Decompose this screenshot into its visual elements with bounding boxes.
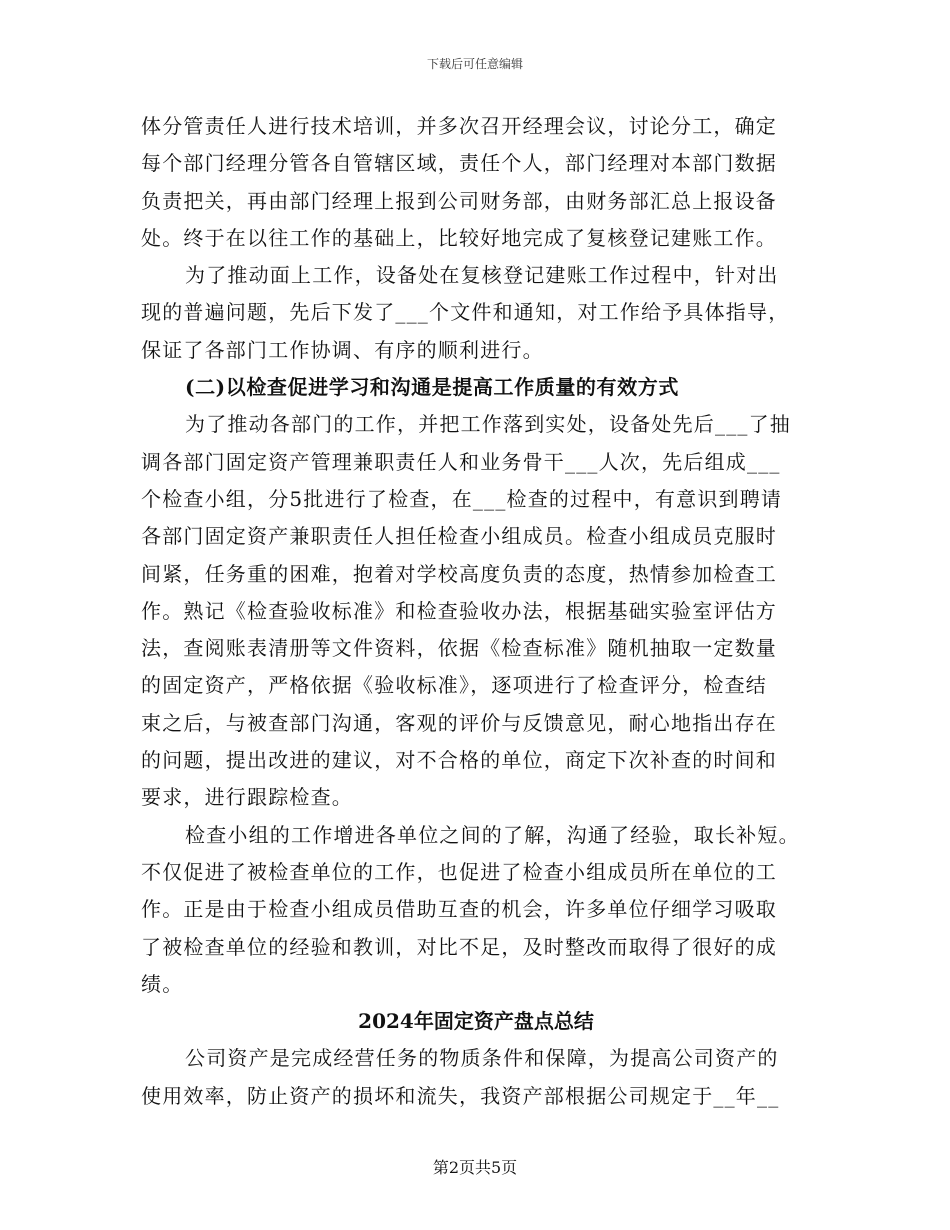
paragraph-line: 为了推动各部门的工作，并把工作落到实处，设备处先后___了抽 xyxy=(185,412,791,437)
paragraph-line: 处。终于在以往工作的基础上，比较好地完成了复核登记建账工作。 xyxy=(141,225,777,250)
paragraph-line: 绩。 xyxy=(141,971,184,996)
paragraph-line: 体分管责任人进行技术培训，并多次召开经理会议，讨论分工，确定 xyxy=(141,114,777,138)
paragraph-line: 不仅促进了被检查单位的工作，也促进了检查小组成员所在单位的工 xyxy=(141,859,777,884)
paragraph-line: 每个部门经理分管各自管辖区域，责任个人，部门经理对本部门数据 xyxy=(141,151,777,176)
paragraph-line: 保证了各部门工作协调、有序的顺利进行。 xyxy=(141,337,544,362)
page-footer: 第2页共5页 xyxy=(432,1158,518,1177)
paragraph-line: 负责把关，再由部门经理上报到公司财务部，由财务部汇总上报设备 xyxy=(141,188,777,213)
paragraph-line: 间紧，任务重的困难，抱着对学校高度负责的态度，热情参加检查工 xyxy=(141,561,777,586)
paragraph-line: 作。熟记《检查验收标准》和检查验收办法，根据基础实验室评估方 xyxy=(141,598,777,623)
paragraph-line: 现的普遍问题，先后下发了___个文件和通知，对工作给予具体指导， xyxy=(141,300,790,325)
paragraph-line: 个检查小组，分5批进行了检查，在___检查的过程中，有意识到聘请 xyxy=(141,486,783,511)
document-body xyxy=(141,108,811,1115)
section-heading: (二)以检查促进学习和沟通是提高工作质量的有效方式 xyxy=(185,375,679,400)
paragraph-line: 各部门固定资产兼职责任人担任检查小组成员。检查小组成员克服时 xyxy=(141,524,777,549)
paragraph-line: 的问题，提出改进的建议，对不合格的单位，商定下次补查的时间和 xyxy=(141,748,777,773)
paragraph-line: 使用效率，防止资产的损坏和流失，我资产部根据公司规定于__年__ xyxy=(141,1083,780,1108)
paragraph-line: 法，查阅账表清册等文件资料，依据《检查标准》随机抽取一定数量 xyxy=(141,636,777,661)
paragraph-line: 了被检查单位的经验和教训，对比不足，及时整改而取得了很好的成 xyxy=(141,934,777,959)
paragraph-line: 束之后，与被查部门沟通，客观的评价与反馈意见，耐心地指出存在 xyxy=(141,710,777,735)
paragraph-line: 作。正是由于检查小组成员借助互查的机会，许多单位仔细学习吸取 xyxy=(141,897,777,922)
paragraph-line: 检查小组的工作增进各单位之间的了解，沟通了经验，取长补短。 xyxy=(185,822,800,847)
paragraph-line: 为了推动面上工作，设备处在复核登记建账工作过程中，针对出 xyxy=(185,263,779,288)
page-header: 下载后可任意编辑 xyxy=(426,57,523,71)
paragraph-line: 要求，进行跟踪检查。 xyxy=(141,785,353,810)
paragraph-line: 调各部门固定资产管理兼职责任人和业务骨干___人次，先后组成___ xyxy=(141,449,781,474)
paragraph-line: 公司资产是完成经营任务的物质条件和保障，为提高公司资产的 xyxy=(185,1046,779,1071)
document-title: 2024年固定资产盘点总结 xyxy=(358,1009,594,1034)
paragraph-line: 的固定资产，严格依据《验收标准》，逐项进行了检查评分，检查结 xyxy=(141,673,767,698)
